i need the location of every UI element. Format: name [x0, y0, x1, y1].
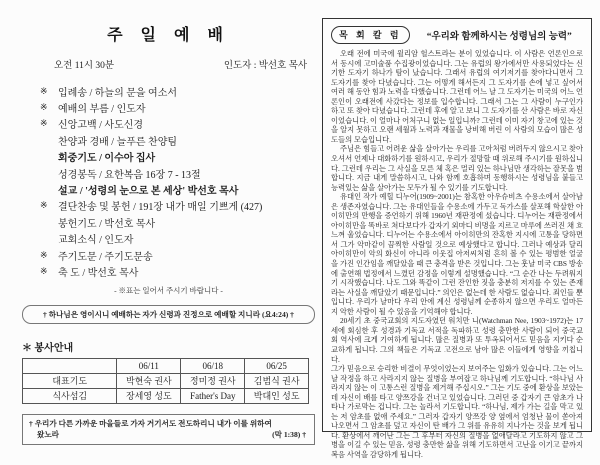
worship-order-item — [40, 198, 315, 214]
table-cell: 장세영 성도 — [117, 388, 181, 403]
stand-marker: ※ — [40, 118, 48, 129]
worship-order-item — [40, 165, 315, 181]
column-header — [331, 26, 583, 44]
stand-marker: ※ — [40, 85, 48, 96]
service-time: 오전 11시 30분 — [54, 61, 115, 71]
service-duty-table — [22, 358, 309, 404]
table-cell: 박현숙 권사 — [117, 373, 181, 388]
service-leader: 인도자 : 박선호 목사 — [223, 61, 307, 71]
column-paragraph: 주님은 힘들고 어려운 삶을 살아가는 우리를 고아처럼 버려두지 않으시고 찾아오셔서 언제나 대화하기를 원하시고, 우리가 절망할 때 위로해 주시기를 원하십니다. 그런데 우리는 그 사실을 모른 체 혹은 멀리 있는 하나님만 생각하는 잘못을 범합니다. 지금 내게 말씀하시고, 나와 함께 호흡하며 동행하시는 성령님을 붙들고 능력있는 삶을 살아가는 모두가 될 수 있기를 기도합니다. — [331, 144, 583, 192]
worship-order-text: 축 도 / 박선호 목사 — [58, 267, 139, 279]
worship-order-item — [40, 214, 315, 230]
table-cell: 정미정 권사 — [181, 373, 245, 388]
worship-order-text: 예배의 부름 / 인도자 — [58, 104, 146, 116]
column-title: “우리와 함께하시는 성령님의 능력” — [426, 32, 572, 42]
worship-order-item — [40, 99, 315, 115]
worship-order-item — [40, 181, 315, 197]
worship-order-text: 설교 / '성령의 눈으로 본 세상' 박선호 목사 — [58, 186, 239, 198]
scripture-banner-top: † 하나님은 영이시니 예배하는 자가 신령과 진정으로 예배할 지니라 (요4:24) † — [22, 305, 315, 324]
scripture-line: † 우리가 다른 가까운 마을들로 가자 거기서도 전도하리니 내가 이를 위하여 — [29, 418, 272, 428]
table-cell: Father's Day — [181, 388, 245, 403]
worship-order-item — [40, 116, 315, 132]
service-meta — [22, 57, 315, 71]
scripture-reference: (막 1:38) † — [272, 429, 306, 439]
stand-instruction-note: - ※표는 일어서 주시기 바랍니다 - — [114, 285, 223, 295]
worship-order-item — [40, 132, 315, 148]
stand-marker: ※ — [40, 200, 48, 211]
scripture-line — [29, 429, 306, 440]
worship-order-text: 주기도문 / 주기도문송 — [58, 251, 153, 263]
worship-order-item — [40, 247, 315, 263]
worship-order-item — [40, 83, 315, 99]
scripture-banner-bottom — [22, 414, 315, 445]
worship-order-text: 결단찬송 및 봉헌 / 191장 내가 매일 기쁘게 (427) — [58, 202, 263, 214]
table-header-row — [23, 358, 309, 373]
column-label-badge: 목 회 칼 럼 — [331, 26, 410, 44]
stand-marker: ※ — [40, 102, 48, 113]
worship-order-list — [22, 83, 315, 280]
service-duty-heading: ＊ 봉사안내 — [22, 342, 74, 354]
table-header-cell — [23, 358, 117, 373]
column-paragraph: 그가 믿음으로 승리한 비결이 무엇이었는지 보여주는 일화가 있습니다. 그는 어느 날 작정을 하고 사라지지 않는 질병을 부여잡고 하나님께 기도합니다. “하나님 사라지지 않는 이 고통스런 질병을 제거해 주십시오.” 그는 기도 중에 환상을 보았는데 자신이 배를 타고 양쯔강을 건너고 있었습니다. 그러던 중 갑자기 큰 암초가 나타나 가로막는 겁니다. 그는 놀라서 기도합니다. “하나님, 제가 가는 길을 막고 있는 저 암초를 없애 주세요.” 그러자 갑자기 양쯔강 양 옆에서 엄청난 물이 쏟아져 나오면서 그 암초를 덮고 자신이 탄 배가 그 위를 유유히 지나가는 것을 보게 됩니다. 환상에서 깨어난 그는 그 후부터 자신의 질병을 없애달라고 기도하지 않고 그 병을 이길 수 있는 믿음, 성령 충만한 삶을 위해 기도하면서 고난을 이기고 끝까지 복음 사역을 감당하게 됩니다. — [331, 364, 583, 459]
row-label: 대표기도 — [23, 373, 117, 388]
row-label: 식사섬김 — [23, 388, 117, 403]
worship-order-text: 회중기도 / 이수아 집사 — [58, 153, 156, 165]
worship-order-text: 신앙고백 / 사도신경 — [58, 120, 144, 132]
worship-order-text: 입례송 / 하늘의 문을 여소서 — [58, 87, 178, 99]
column-body — [331, 49, 583, 460]
table-row — [23, 388, 309, 403]
column-paragraph: 20세기 초 중국교회의 지도자였던 워치만 니(Watchman Nee, 1903~1972)는 17세에 회심한 후 성경과 기독교 서적을 독파하고 성령 충만한 사람이 되어 중국교회 역사에 크게 기여하게 됩니다. 많은 질병과 또 투옥되어서도 믿음을 지키다 순교하게 됩니다. 그의 책들은 기독교 고전으로 남아 많은 이들에게 영향을 끼칩니다. — [331, 316, 583, 364]
table-header-cell: 06/11 — [117, 358, 181, 373]
stand-marker: ※ — [40, 265, 48, 276]
table-header-cell: 06/25 — [245, 358, 309, 373]
worship-order-text: 봉헌기도 / 박선호 목사 — [58, 218, 156, 230]
worship-order-text: 찬양과 경배 / 늘푸른 찬양팀 — [58, 136, 178, 148]
scripture-text: 왔노라 — [37, 429, 60, 439]
bulletin-left-page — [22, 22, 315, 445]
stand-marker: ※ — [40, 249, 48, 260]
column-paragraph: 유대인 작가 예힐 디누어(1909~2001)는 참혹한 아우슈비츠 수용소에서 살아남은 생존자였습니다. 그는 유대인들을 수용소에 가두고 독가스를 살포해 학살한 아이히만의 만행을 증언하기 위해 1960년 재판정에 섰습니다. 디누어는 재판정에서 아이히만을 똑바로 쳐다보다가 갑자기 외마디 비명을 지르고 마루에 쓰러진 채 흐느껴 울었습니다. 디누어는 수용소에서 아이히만의 잔혹한 지시에 고통을 당하면서 그가 악마같이 끔찍한 사람일 것으로 예상했다고 합니다. 그러나 예상과 달리 아이히만이 악의 화신이 아니라 이웃집 아저씨처럼 흔히 볼 수 있는 평범한 얼굴을 가진 인간임을 깨달았을 때 큰 충격을 받은 것입니다. 그는 훗날 미국 CBS 방송에 출연해 법정에서 느꼈던 감정을 이렇게 설명했습니다. “그 순간 나는 두려워지기 시작했습니다. 나도 그와 똑같이 그런 잔인한 짓을 충분히 저지를 수 있는 존재라는 사실을 깨달았기 때문입니다.” 의인은 없는데 한 사람도 없습니다. 죄인들 뿐입니다. 우리가 날마다 우리 안에 계신 성령님께 순종하지 않으면 우리도 얼마든지 악한 사람이 될 수 있음을 기억해야 합니다. — [331, 192, 583, 316]
bulletin-right-page — [322, 18, 592, 459]
column-paragraph: 오래 전에 미국에 윌리암 헐스트라는 분이 있었습니다. 이 사람은 언론인으로서 동시에 고미술품 수집광이었습니다. 그는 유럽의 왕가에서만 사용되었다는 신기한 도자기 하나가 탐이 났습니다. 그래서 유럽의 여기저기를 찾아다니면서 그 도자기를 찾아 다녔습니다. 그는 어떻게 해서든지 그 도자기를 손에 넣고 싶어서 여러 해 동안 힘과 노력을 다했습니다. 그런데 어느 날 그 도자기는 미국의 어느 언론인이 오래전에 사갔다는 정보를 입수합니다. 그래서 그는 그 사람이 누구인가 하고 또 찾아 다녔습니다. 그런데 후에 알고 보니 그 도자기를 산 사람은 바로 자신이었습니다. 이 얼마나 어처구니 없는 일입니까? 그런데 이미 자기 창고에 있는 것을 알지 못하고 오랜 세월과 노력과 재물을 낭비해 버린 이 사람의 모습이 많은 성도들의 모습입니다. — [331, 49, 583, 144]
worship-order-item — [40, 263, 315, 279]
table-header-cell: 06/18 — [181, 358, 245, 373]
table-cell: 박대인 성도 — [245, 388, 309, 403]
table-cell: 김범식 권사 — [245, 373, 309, 388]
worship-order-item — [40, 149, 315, 165]
table-row — [23, 373, 309, 388]
worship-order-item — [40, 231, 315, 247]
worship-order-text: 교회소식 / 인도자 — [58, 235, 134, 247]
worship-order-text: 성경봉독 / 요한복음 16장 7 - 13절 — [58, 169, 201, 181]
page-title: 주 일 예 배 — [107, 27, 230, 44]
